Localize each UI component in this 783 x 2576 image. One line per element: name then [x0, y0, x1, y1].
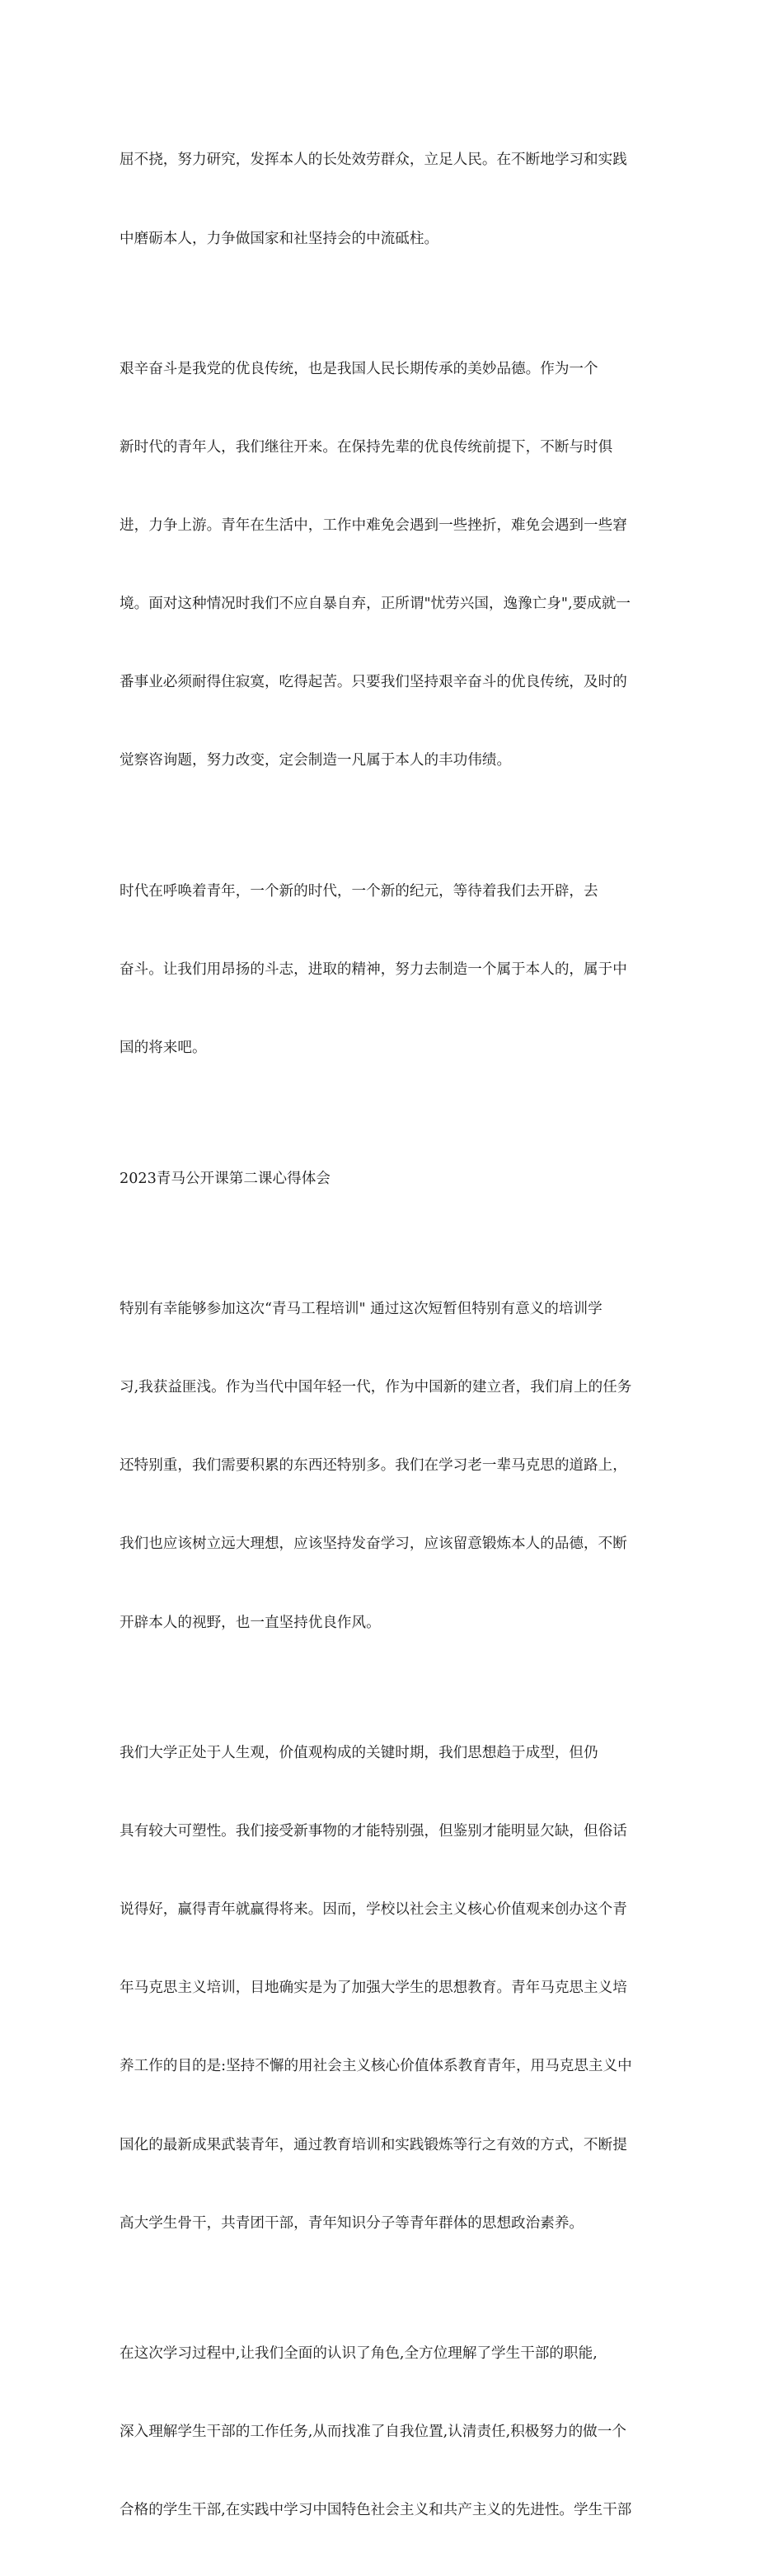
text-line: 我们大学正处于人生观，价值观构成的关键时期，我们思想趋于成型，但仍 — [120, 1745, 598, 1762]
text-line: 中磨砺本人，力争做国家和社坚持会的中流砥柱。 — [120, 230, 439, 247]
text-line: 时代在呼唤着青年，一个新的时代，一个新的纪元，等待着我们去开辟，去 — [120, 882, 598, 900]
text-line: 我们也应该树立远大理想，应该坚持发奋学习，应该留意锻炼本人的品德，不断 — [120, 1536, 627, 1553]
text-line: 还特别重，我们需要积累的东西还特别多。我们在学习老一辈马克思的道路上， — [120, 1457, 627, 1475]
document-body — [120, 96, 668, 2576]
paragraph-1 — [120, 96, 668, 305]
text-line: 进，力争上游。青年在生活中，工作中难免会遇到一些挫折，难免会遇到一些窘 — [120, 517, 627, 535]
text-line: 屈不挠，努力研究，发挥本人的长处效劳群众，立足人民。在不断地学习和实践 — [120, 152, 627, 169]
text-line: 开辟本人的视野，也一直坚持优良作风。 — [120, 1614, 381, 1631]
text-line: 在这次学习过程中,让我们全面的认识了角色,全方位理解了学生干部的职能, — [120, 2345, 598, 2363]
text-line: 番事业必须耐得住寂寞，吃得起苦。只要我们坚持艰辛奋斗的优良传统，及时的 — [120, 674, 627, 691]
paragraph-2 — [120, 305, 668, 827]
text-line: 养工作的目的是:坚持不懈的用社会主义核心价值体系教育青年，用马克思主义中 — [120, 2058, 632, 2075]
text-line: 奋斗。让我们用昂扬的斗志，进取的精神，努力去制造一个属于本人的，属于中 — [120, 961, 627, 979]
text-line: 深入理解学生干部的工作任务,从而找准了自我位置,认清责任,积极努力的做一个 — [120, 2424, 626, 2441]
text-line: 年马克思主义培训，目地确实是为了加强大学生的思想教育。青年马克思主义培 — [120, 1980, 627, 1997]
text-line: 国化的最新成果武装青年，通过教育培训和实践锻炼等行之有效的方式，不断提 — [120, 2136, 627, 2153]
text-line: 习,我获益匪浅。作为当代中国年轻一代，作为中国新的建立者，我们肩上的任务 — [120, 1379, 632, 1396]
text-line: 新时代的青年人，我们继往开来。在保持先辈的优良传统前提下，不断与时俱 — [120, 439, 613, 456]
text-line: 合格的学生干部,在实践中学习中国特色社会主义和共产主义的先进性。学生干部 — [120, 2502, 632, 2519]
text-line: 特别有幸能够参加这次“青马工程培训" 通过这次短暂但特别有意义的培训学 — [120, 1301, 602, 1318]
paragraph-6 — [120, 1689, 668, 2289]
text-line: 艰辛奋斗是我党的优良传统，也是我国人民长期传承的美妙品德。作为一个 — [120, 361, 598, 377]
paragraph-7 — [120, 2289, 668, 2576]
heading-line: 2023青马公开课第二课心得体会 — [120, 1170, 331, 1187]
paragraph-5 — [120, 1245, 668, 1689]
text-line: 说得好，赢得青年就赢得将来。因而，学校以社会主义核心价值观来创办这个青 — [120, 1901, 627, 1919]
text-line: 国的将来吧。 — [120, 1040, 207, 1057]
text-line: 觉察咨询题，努力改变，定会制造一凡属于本人的丰功伟绩。 — [120, 752, 512, 769]
text-line: 高大学生骨干，共青团干部，青年知识分子等青年群体的思想政治素养。 — [120, 2214, 584, 2232]
text-line: 具有较大可塑性。我们接受新事物的才能特别强，但鉴别才能明显欠缺，但俗话 — [120, 1823, 627, 1840]
paragraph-3 — [120, 827, 668, 1115]
text-line: 境。面对这种情况时我们不应自暴自弃，正所谓"忧劳兴国，逸豫亡身",要成就一 — [120, 596, 631, 613]
section-heading — [120, 1114, 668, 1245]
